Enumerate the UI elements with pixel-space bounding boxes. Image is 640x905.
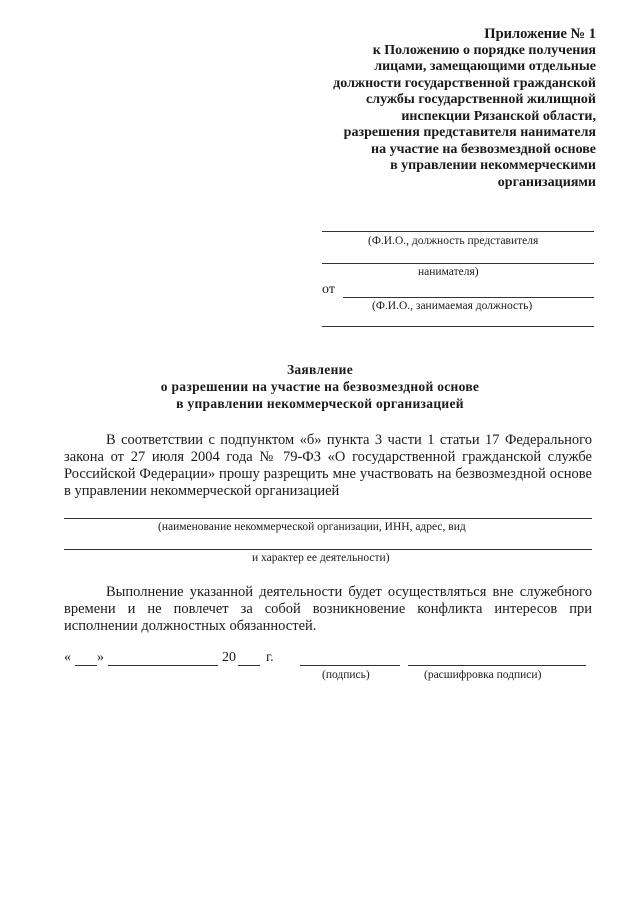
appendix-line: на участие на безвозмездной основе bbox=[371, 141, 596, 157]
appendix-title: Приложение № 1 bbox=[484, 26, 596, 42]
appendix-line: разрешения представителя нанимателя bbox=[343, 125, 596, 140]
date-year-prefix: 20 bbox=[222, 650, 236, 665]
representative-caption-2: нанимателя) bbox=[418, 266, 479, 278]
document-subtitle-2: в управлении некоммерческой организацией bbox=[176, 396, 464, 411]
from-caption: (Ф.И.О., занимаемая должность) bbox=[372, 300, 533, 312]
appendix-line: службы государственной жилищной bbox=[366, 92, 596, 107]
signature-caption: (подпись) bbox=[322, 669, 370, 681]
appendix-line: должности государственной гражданской bbox=[333, 75, 596, 91]
organization-line-2[interactable] bbox=[64, 549, 592, 550]
date-quote-open: « bbox=[64, 650, 71, 665]
date-year-suffix: г. bbox=[266, 650, 274, 665]
date-month-field[interactable] bbox=[108, 665, 218, 666]
representative-caption-1: (Ф.И.О., должность представителя bbox=[368, 235, 539, 247]
date-day-field[interactable] bbox=[75, 665, 97, 666]
signature-decode-field[interactable] bbox=[408, 665, 586, 666]
request-paragraph: В соответствии с подпунктом «б» пункта 3 части 1 статьи 17 Федерального закона от 27 июля 2004 года № 79-ФЗ «О государственной гражданской службе Российской Федерации» прошу разрещить мне участвовать на безвозмездной основе в управлении некоммерческой организацией bbox=[64, 432, 592, 499]
statement-paragraph: Выполнение указанной деятельности будет осуществляться вне служебного времени и не повлечет за собой возникновение конфликта интересов при исполнении должностных обязанностей. bbox=[64, 584, 592, 634]
document-subtitle-1: о разрешении на участие на безвозмездной основе bbox=[160, 379, 480, 394]
organization-caption-2: и характер ее деятельности) bbox=[252, 552, 390, 564]
appendix-header bbox=[296, 26, 596, 191]
signature-field[interactable] bbox=[300, 665, 400, 666]
appendix-line: к Положению о порядке получения bbox=[372, 42, 596, 58]
appendix-line: лицами, замещающими отдельные bbox=[374, 59, 596, 74]
organization-caption-1: (наименование некоммерческой организации, ИНН, адрес, вид bbox=[158, 521, 466, 533]
document-title: Заявление bbox=[286, 362, 354, 377]
representative-line-1[interactable] bbox=[322, 231, 594, 232]
from-line[interactable] bbox=[343, 297, 594, 298]
organization-line-1[interactable] bbox=[64, 518, 592, 519]
date-quote-close: » bbox=[97, 650, 104, 665]
signature-decode-caption: (расшифровка подписи) bbox=[424, 669, 542, 681]
appendix-line: в управлении некоммерческими bbox=[390, 158, 596, 173]
date-year-field[interactable] bbox=[238, 665, 260, 666]
representative-line-2[interactable] bbox=[322, 263, 594, 264]
from-line-2[interactable] bbox=[322, 326, 594, 327]
appendix-line: инспекции Рязанской области, bbox=[401, 108, 596, 124]
from-label: от bbox=[322, 282, 335, 297]
appendix-line: организациями bbox=[497, 174, 596, 190]
